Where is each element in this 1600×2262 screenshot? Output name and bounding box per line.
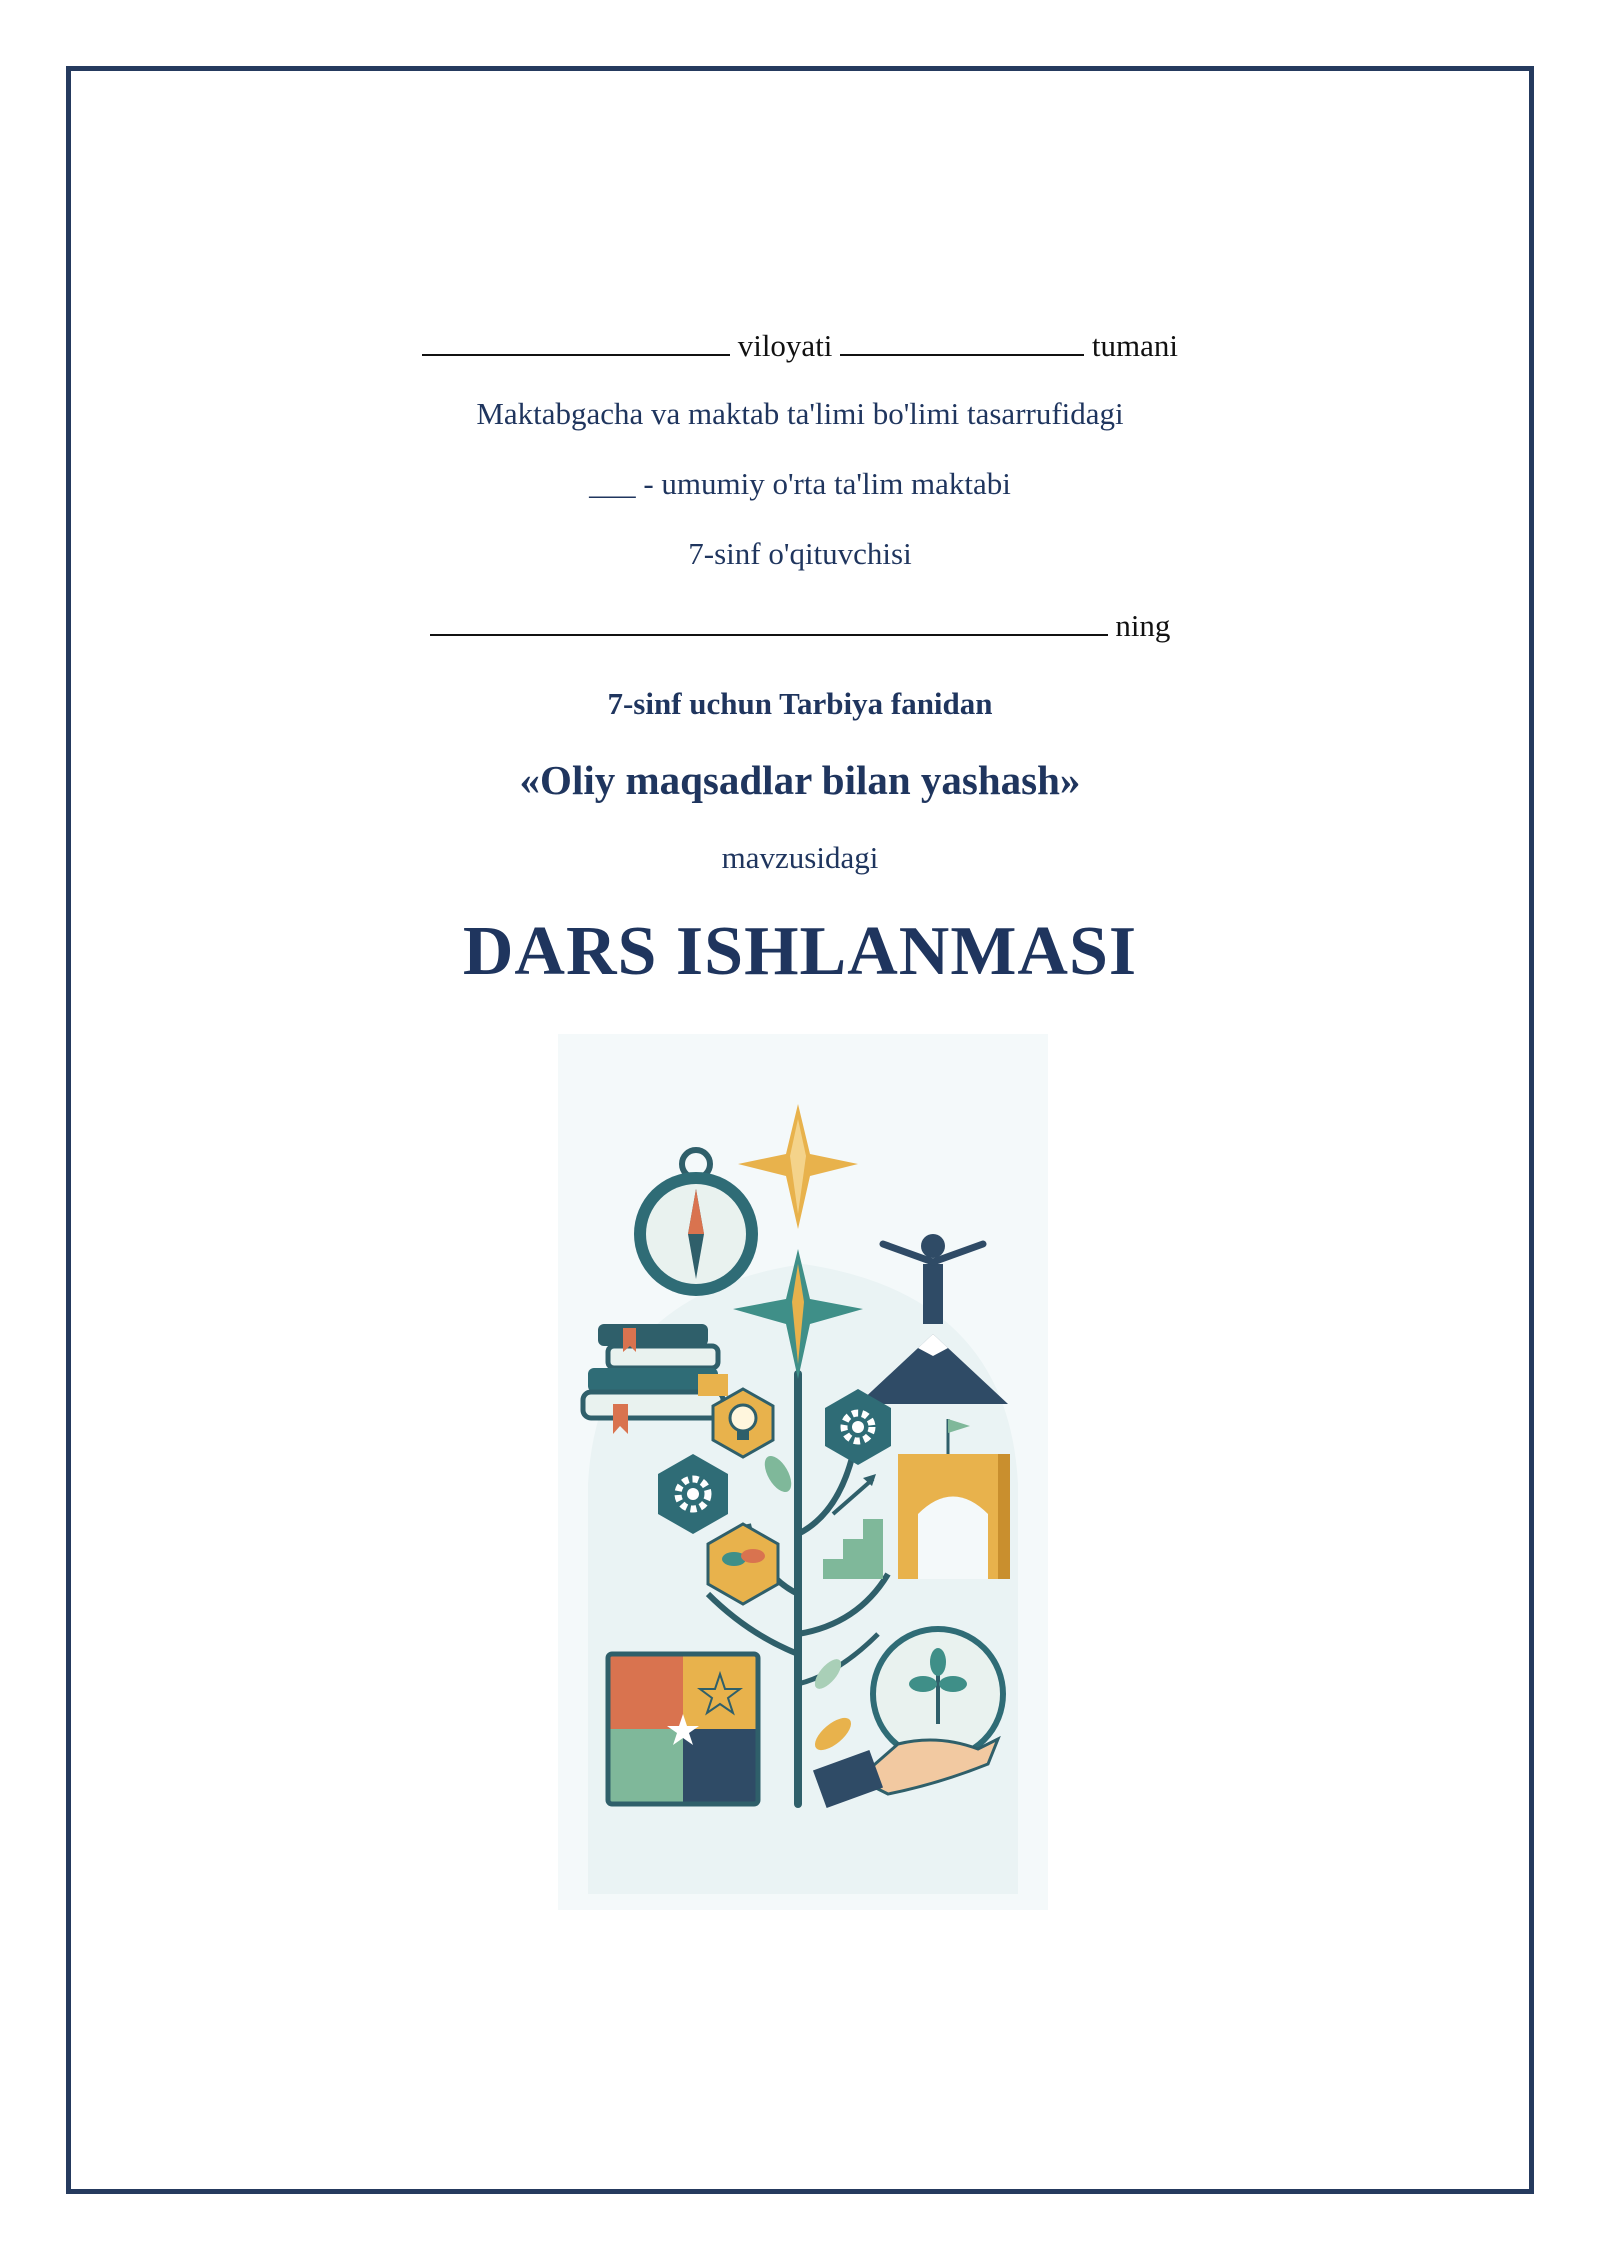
teacher-name-suffix: ning	[1115, 607, 1171, 643]
school-line: ___ - umumiy o'rta ta'lim maktabi	[589, 466, 1011, 501]
teacher-role-line: 7-sinf o'qituvchisi	[688, 536, 912, 571]
cover-illustration	[558, 1034, 1048, 1910]
district-blank	[840, 326, 1084, 356]
district-word: tumani	[1091, 327, 1179, 363]
region-line	[0, 326, 1600, 364]
teacher-name-line	[0, 606, 1600, 644]
document-title: DARS ISHLANMASI	[462, 913, 1138, 990]
subject-line: 7-sinf uchun Tarbiya fanidan	[607, 686, 993, 721]
books-icon	[583, 1324, 728, 1434]
arch-icon	[898, 1454, 1010, 1579]
lightbulb-icon	[713, 1389, 773, 1457]
region-word: viloyati	[737, 327, 833, 363]
teacher-name-blank	[430, 606, 1108, 636]
department-line: Maktabgacha va maktab ta'limi bo'limi tasarrufidagi	[476, 396, 1124, 431]
topic-suffix: mavzusidagi	[721, 840, 879, 875]
region-blank	[422, 326, 730, 356]
puzzle-icon	[608, 1654, 758, 1804]
topic-title: «Oliy maqsadlar bilan yashash»	[519, 757, 1081, 803]
